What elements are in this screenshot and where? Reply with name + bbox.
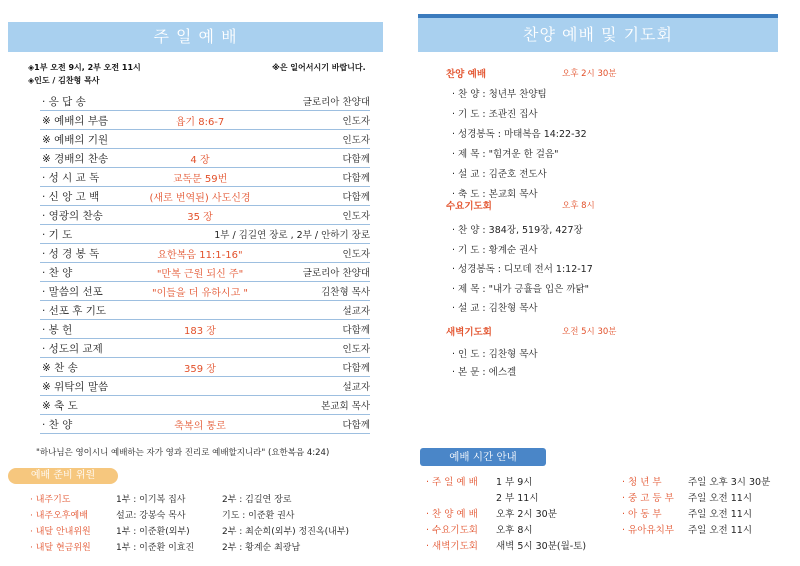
- service-item: · 기 도 : 황계순 권사: [452, 244, 538, 256]
- prep-label: · 내주기도: [30, 495, 71, 505]
- order-leader: 글로리아 찬양대: [302, 268, 370, 279]
- order-detail: "이들을 더 유하시고 ": [151, 288, 249, 299]
- prep-label: · 내주오후예배: [30, 511, 88, 521]
- schedule-time: 2 부 11시: [496, 493, 539, 504]
- schedule-time: 오후 2시 30분: [496, 509, 557, 520]
- schedule-time: 새벽 5시 30분(월-토): [496, 541, 587, 552]
- prep-second-service: 2부 : 최순희(외부) 정진옥(내부): [222, 527, 350, 537]
- order-row: [40, 168, 370, 187]
- order-row: [40, 130, 370, 149]
- order-title: ※ 축 도: [42, 400, 78, 412]
- order-title: · 성 시 교 독: [42, 172, 100, 184]
- scripture-quote: "하나님은 영이시니 예배하는 자가 영과 진리로 예배할지니라" (요한복음 4:24): [36, 448, 330, 458]
- order-title: · 기 도: [42, 229, 73, 241]
- order-row: [40, 111, 370, 130]
- department-label: · 청 년 부: [622, 477, 662, 488]
- order-leader: 다함께: [342, 363, 370, 374]
- department-label: · 아 동 부: [622, 509, 662, 520]
- service-item: · 인 도 : 김찬형 목사: [452, 349, 538, 360]
- order-detail: 183 장: [184, 326, 216, 337]
- order-leader: 다함께: [342, 154, 370, 165]
- service-item: · 설 교 : 김찬형 목사: [452, 303, 538, 314]
- dawn-prayer-time: 오전 5시 30분: [562, 327, 617, 337]
- order-detail: 축복의 통로: [174, 421, 226, 432]
- department-label: · 중 고 등 부: [622, 493, 674, 504]
- order-title: ※ 찬 송: [42, 362, 78, 374]
- service-item: · 제 목 : "내가 긍휼을 입은 까닭": [452, 283, 590, 295]
- order-title: · 찬 양: [42, 419, 73, 431]
- prep-second-service: 기도 : 이준환 권사: [222, 511, 295, 521]
- order-leader: 설교자: [342, 306, 370, 317]
- order-leader: 설교자: [342, 382, 370, 393]
- schedule-title: 예배 시간 안내: [420, 448, 546, 466]
- wednesday-prayer-title: 수요기도회: [446, 201, 492, 212]
- praise-prayer-page: [400, 0, 800, 566]
- service-item: · 성경봉독 : 디모데 전서 1:12-17: [452, 264, 593, 275]
- order-title: · 응 답 송: [42, 96, 86, 108]
- order-row: [40, 339, 370, 358]
- order-row: [40, 92, 370, 111]
- order-title: · 신 앙 고 백: [42, 191, 100, 203]
- order-row: [40, 149, 370, 168]
- schedule-label: · 수요기도회: [426, 525, 478, 536]
- order-row: [40, 301, 370, 320]
- order-leader: 다함께: [342, 325, 370, 336]
- order-title: · 봉 헌: [42, 324, 73, 336]
- service-item: · 찬 양 : 384장, 519장, 427장: [452, 225, 583, 236]
- order-row: [40, 377, 370, 396]
- dawn-prayer-title: 새벽기도회: [446, 327, 492, 338]
- order-row: [40, 320, 370, 339]
- order-title: ※ 위탁의 말씀: [42, 381, 109, 393]
- schedule-label: · 새벽기도회: [426, 541, 478, 552]
- order-leader: 인도자: [342, 135, 370, 146]
- prep-first-service: 1부 : 이기복 집사: [116, 495, 186, 505]
- order-leader: 인도자: [342, 211, 370, 222]
- order-leader: 1부 / 김길연 장로 , 2부 / 안하기 장로: [214, 230, 370, 241]
- schedule-time: 오후 8시: [496, 525, 533, 536]
- prep-first-service: 1부 : 이준환 이효진: [116, 543, 195, 553]
- prep-second-service: 2부 : 황계순 최광남: [222, 543, 301, 553]
- order-row: [40, 396, 370, 415]
- order-leader: 본교회 목사: [321, 401, 370, 412]
- order-detail: 4 장: [190, 155, 210, 166]
- schedule-label: · 주 일 예 배: [426, 477, 478, 488]
- order-row: [40, 244, 370, 263]
- order-title: · 찬 양: [42, 267, 73, 279]
- prep-first-service: 1부 : 이준환(외부): [116, 527, 190, 537]
- department-time: 주일 오후 3시 30분: [688, 477, 771, 488]
- wednesday-prayer-time: 오후 8시: [562, 201, 595, 211]
- praise-prayer-banner: 찬양 예배 및 기도회: [418, 18, 778, 52]
- order-detail: (새로 번역된) 사도신경: [149, 193, 251, 204]
- order-leader: 인도자: [342, 116, 370, 127]
- department-time: 주일 오전 11시: [688, 525, 753, 536]
- order-row: [40, 206, 370, 225]
- prep-committee-title: 예배 준비 위원: [8, 468, 118, 484]
- schedule-label: · 찬 양 예 배: [426, 509, 478, 520]
- order-title: · 말씀의 선포: [42, 286, 103, 298]
- order-leader: 다함께: [342, 420, 370, 431]
- service-times: ◈1부 오전 9시, 2부 오전 11시: [28, 63, 141, 72]
- order-row: [40, 263, 370, 282]
- order-detail: 359 장: [184, 364, 216, 375]
- order-leader: 다함께: [342, 173, 370, 184]
- leader: ◈인도 / 김찬형 목사: [28, 76, 100, 85]
- prep-label: · 내달 현금위원: [30, 543, 91, 553]
- service-item: · 본 문 : 에스겔: [452, 367, 517, 378]
- praise-service-time: 오후 2시 30분: [562, 69, 617, 79]
- service-item: · 설 교 : 김준호 전도사: [452, 169, 547, 180]
- sunday-service-banner: 주 일 예 배: [8, 22, 383, 52]
- order-title: · 선포 후 기도: [42, 305, 107, 317]
- order-detail: 요한복음 11:1-16": [157, 250, 243, 261]
- order-leader: 김찬형 목사: [321, 287, 370, 298]
- order-detail: 35 장: [187, 212, 213, 223]
- schedule-time: 1 부 9시: [496, 477, 533, 488]
- prep-second-service: 2부 : 김길연 장로: [222, 495, 292, 505]
- order-leader: 인도자: [342, 344, 370, 355]
- service-item: · 찬 양 : 청년부 찬양팀: [452, 89, 547, 100]
- department-time: 주일 오전 11시: [688, 509, 753, 520]
- order-detail: 교독문 59번: [172, 174, 228, 185]
- order-title: ※ 경배의 찬송: [42, 153, 109, 165]
- order-title: ※ 예배의 부름: [42, 115, 109, 127]
- department-label: · 유아유치부: [622, 525, 674, 536]
- department-time: 주일 오전 11시: [688, 493, 753, 504]
- order-title: · 성 경 봉 독: [42, 248, 100, 260]
- order-detail: 욥기 8:6-7: [175, 117, 225, 128]
- order-detail: "만복 근원 되신 주": [156, 269, 244, 280]
- praise-service-title: 찬양 예배: [446, 69, 487, 80]
- service-item: · 기 도 : 조관진 집사: [452, 109, 538, 120]
- service-item: · 성경봉독 : 마태복음 14:22-32: [452, 129, 587, 140]
- prep-label: · 내달 안내위원: [30, 527, 91, 537]
- service-item: · 축 도 : 본교회 목사: [452, 189, 538, 200]
- stand-note: ※은 일어서시기 바랍니다.: [272, 63, 366, 72]
- order-row: [40, 225, 370, 244]
- order-title: ※ 예배의 기원: [42, 134, 109, 146]
- order-title: · 성도의 교제: [42, 343, 103, 355]
- order-row: [40, 282, 370, 301]
- order-leader: 다함께: [342, 192, 370, 203]
- service-item: · 제 목 : "힘겨운 한 걸음": [452, 149, 559, 160]
- prep-first-service: 설교: 강봉숙 목사: [116, 511, 186, 521]
- order-row: [40, 358, 370, 377]
- order-leader: 인도자: [342, 249, 370, 260]
- order-leader: 글로리아 찬양대: [302, 97, 370, 108]
- order-row: [40, 415, 370, 434]
- order-row: [40, 187, 370, 206]
- order-title: · 영광의 찬송: [42, 210, 103, 222]
